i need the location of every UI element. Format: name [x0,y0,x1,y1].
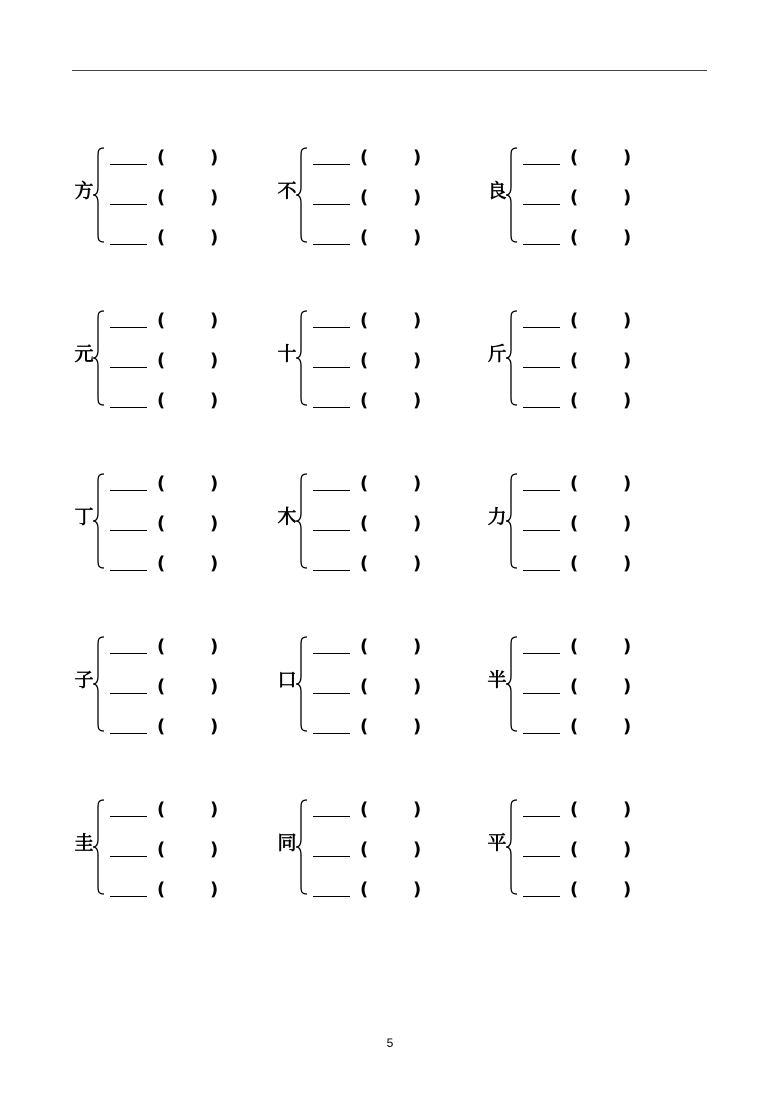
right-parenthesis: ) [210,716,219,737]
fill-in-blank [313,204,350,205]
right-parenthesis: ) [413,350,422,371]
fill-in-blank [523,327,560,328]
answer-row [313,146,473,170]
curly-brace-icon [92,636,106,732]
fill-in-blank [313,367,350,368]
answer-row [523,146,683,170]
answer-row [110,798,270,822]
answer-row [523,389,683,413]
answer-row [313,226,473,250]
left-parenthesis: ( [570,390,579,411]
target-character: 同 [277,832,297,854]
answer-row [110,349,270,373]
answer-row [110,878,270,902]
fill-in-blank [313,490,350,491]
right-parenthesis: ) [210,636,219,657]
curly-brace-icon [505,310,519,406]
answer-row [110,715,270,739]
curly-brace-icon [505,473,519,569]
left-parenthesis: ( [360,310,369,331]
left-parenthesis: ( [570,350,579,371]
exercise-item [485,472,675,572]
left-parenthesis: ( [360,879,369,900]
fill-in-blank [110,407,147,408]
answer-row [313,838,473,862]
answer-row [110,309,270,333]
left-parenthesis: ( [360,187,369,208]
left-parenthesis: ( [570,310,579,331]
fill-in-blank [313,856,350,857]
curly-brace-icon [92,310,106,406]
answer-row [523,552,683,576]
right-parenthesis: ) [413,227,422,248]
curly-brace-icon [295,636,309,732]
target-character: 方 [74,180,94,202]
target-character: 圭 [74,832,94,854]
right-parenthesis: ) [413,187,422,208]
right-parenthesis: ) [210,390,219,411]
curly-brace-icon [92,473,106,569]
fill-in-blank [110,693,147,694]
answer-row [313,389,473,413]
right-parenthesis: ) [413,839,422,860]
fill-in-blank [313,530,350,531]
answer-row [523,878,683,902]
fill-in-blank [313,244,350,245]
fill-in-blank [523,733,560,734]
answer-row [523,226,683,250]
answer-row [313,675,473,699]
left-parenthesis: ( [570,187,579,208]
answer-row [110,146,270,170]
left-parenthesis: ( [157,473,166,494]
curly-brace-icon [505,799,519,895]
left-parenthesis: ( [360,227,369,248]
answer-row [110,512,270,536]
target-character: 平 [487,832,507,854]
target-character: 子 [74,669,94,691]
left-parenthesis: ( [157,716,166,737]
left-parenthesis: ( [360,390,369,411]
left-parenthesis: ( [157,636,166,657]
answer-row [313,512,473,536]
right-parenthesis: ) [210,147,219,168]
left-parenthesis: ( [157,553,166,574]
answer-row [313,349,473,373]
fill-in-blank [523,856,560,857]
left-parenthesis: ( [157,147,166,168]
left-parenthesis: ( [157,799,166,820]
right-parenthesis: ) [623,716,632,737]
exercise-item [72,472,262,572]
left-parenthesis: ( [360,636,369,657]
target-character: 口 [277,669,297,691]
fill-in-blank [523,367,560,368]
right-parenthesis: ) [210,799,219,820]
left-parenthesis: ( [570,513,579,534]
target-character: 半 [487,669,507,691]
exercise-item [485,798,675,898]
right-parenthesis: ) [413,879,422,900]
answer-row [110,226,270,250]
fill-in-blank [313,164,350,165]
exercise-item [72,798,262,898]
left-parenthesis: ( [157,390,166,411]
answer-row [523,186,683,210]
answer-row [523,349,683,373]
fill-in-blank [110,204,147,205]
right-parenthesis: ) [623,227,632,248]
left-parenthesis: ( [157,187,166,208]
left-parenthesis: ( [157,839,166,860]
fill-in-blank [110,733,147,734]
left-parenthesis: ( [360,839,369,860]
fill-in-blank [313,407,350,408]
fill-in-blank [523,244,560,245]
answer-row [523,798,683,822]
left-parenthesis: ( [360,716,369,737]
curly-brace-icon [295,310,309,406]
fill-in-blank [523,816,560,817]
answer-row [110,838,270,862]
right-parenthesis: ) [210,553,219,574]
left-parenthesis: ( [157,310,166,331]
answer-row [110,472,270,496]
right-parenthesis: ) [623,879,632,900]
fill-in-blank [110,816,147,817]
exercise-item [72,146,262,246]
curly-brace-icon [295,147,309,243]
right-parenthesis: ) [623,676,632,697]
answer-row [313,878,473,902]
right-parenthesis: ) [210,513,219,534]
exercise-item [275,472,465,572]
right-parenthesis: ) [413,636,422,657]
answer-row [523,838,683,862]
answer-row [110,675,270,699]
right-parenthesis: ) [413,147,422,168]
right-parenthesis: ) [210,879,219,900]
fill-in-blank [110,367,147,368]
left-parenthesis: ( [570,553,579,574]
fill-in-blank [110,570,147,571]
right-parenthesis: ) [413,799,422,820]
fill-in-blank [110,653,147,654]
target-character: 木 [277,506,297,528]
left-parenthesis: ( [570,839,579,860]
right-parenthesis: ) [413,473,422,494]
fill-in-blank [523,693,560,694]
left-parenthesis: ( [157,676,166,697]
answer-row [523,309,683,333]
fill-in-blank [110,490,147,491]
target-character: 丁 [74,506,94,528]
right-parenthesis: ) [623,799,632,820]
answer-row [313,552,473,576]
fill-in-blank [313,327,350,328]
right-parenthesis: ) [210,350,219,371]
right-parenthesis: ) [413,553,422,574]
page-number: 5 [386,1036,394,1050]
left-parenthesis: ( [157,350,166,371]
left-parenthesis: ( [360,553,369,574]
answer-row [313,635,473,659]
curly-brace-icon [92,147,106,243]
fill-in-blank [523,407,560,408]
exercise-item [275,635,465,735]
fill-in-blank [110,164,147,165]
fill-in-blank [313,653,350,654]
fill-in-blank [523,490,560,491]
fill-in-blank [110,856,147,857]
left-parenthesis: ( [360,473,369,494]
right-parenthesis: ) [413,310,422,331]
right-parenthesis: ) [210,676,219,697]
fill-in-blank [523,164,560,165]
right-parenthesis: ) [623,147,632,168]
curly-brace-icon [505,636,519,732]
answer-row [523,472,683,496]
target-character: 斤 [487,343,507,365]
fill-in-blank [523,530,560,531]
left-parenthesis: ( [157,879,166,900]
target-character: 元 [74,343,94,365]
left-parenthesis: ( [360,676,369,697]
right-parenthesis: ) [623,390,632,411]
right-parenthesis: ) [623,839,632,860]
fill-in-blank [523,570,560,571]
answer-row [313,472,473,496]
curly-brace-icon [295,799,309,895]
target-character: 力 [487,506,507,528]
answer-row [110,186,270,210]
fill-in-blank [110,244,147,245]
right-parenthesis: ) [623,187,632,208]
right-parenthesis: ) [623,350,632,371]
right-parenthesis: ) [623,513,632,534]
right-parenthesis: ) [210,227,219,248]
answer-row [313,309,473,333]
exercise-item [275,146,465,246]
fill-in-blank [110,896,147,897]
exercise-item [72,635,262,735]
fill-in-blank [110,327,147,328]
right-parenthesis: ) [210,310,219,331]
right-parenthesis: ) [623,636,632,657]
left-parenthesis: ( [570,676,579,697]
answer-row [313,715,473,739]
right-parenthesis: ) [623,310,632,331]
left-parenthesis: ( [570,879,579,900]
answer-row [110,635,270,659]
exercise-item [72,309,262,409]
fill-in-blank [523,653,560,654]
exercise-item [485,309,675,409]
answer-row [523,512,683,536]
exercise-item [275,309,465,409]
left-parenthesis: ( [570,636,579,657]
left-parenthesis: ( [570,716,579,737]
left-parenthesis: ( [570,799,579,820]
right-parenthesis: ) [413,513,422,534]
curly-brace-icon [295,473,309,569]
curly-brace-icon [505,147,519,243]
target-character: 十 [277,343,297,365]
answer-row [313,798,473,822]
exercise-item [485,146,675,246]
fill-in-blank [110,530,147,531]
left-parenthesis: ( [360,147,369,168]
fill-in-blank [523,204,560,205]
right-parenthesis: ) [210,473,219,494]
fill-in-blank [313,733,350,734]
curly-brace-icon [92,799,106,895]
left-parenthesis: ( [360,513,369,534]
fill-in-blank [313,693,350,694]
target-character: 良 [487,180,507,202]
answer-row [110,389,270,413]
left-parenthesis: ( [360,350,369,371]
target-character: 不 [277,180,297,202]
exercise-item [275,798,465,898]
left-parenthesis: ( [570,227,579,248]
answer-row [313,186,473,210]
right-parenthesis: ) [413,390,422,411]
fill-in-blank [523,896,560,897]
left-parenthesis: ( [570,473,579,494]
fill-in-blank [313,816,350,817]
fill-in-blank [313,896,350,897]
exercise-item [485,635,675,735]
right-parenthesis: ) [623,473,632,494]
left-parenthesis: ( [157,227,166,248]
answer-row [523,635,683,659]
right-parenthesis: ) [210,187,219,208]
fill-in-blank [313,570,350,571]
right-parenthesis: ) [413,716,422,737]
answer-row [523,675,683,699]
answer-row [523,715,683,739]
right-parenthesis: ) [210,839,219,860]
left-parenthesis: ( [157,513,166,534]
answer-row [110,552,270,576]
left-parenthesis: ( [570,147,579,168]
left-parenthesis: ( [360,799,369,820]
right-parenthesis: ) [413,676,422,697]
right-parenthesis: ) [623,553,632,574]
